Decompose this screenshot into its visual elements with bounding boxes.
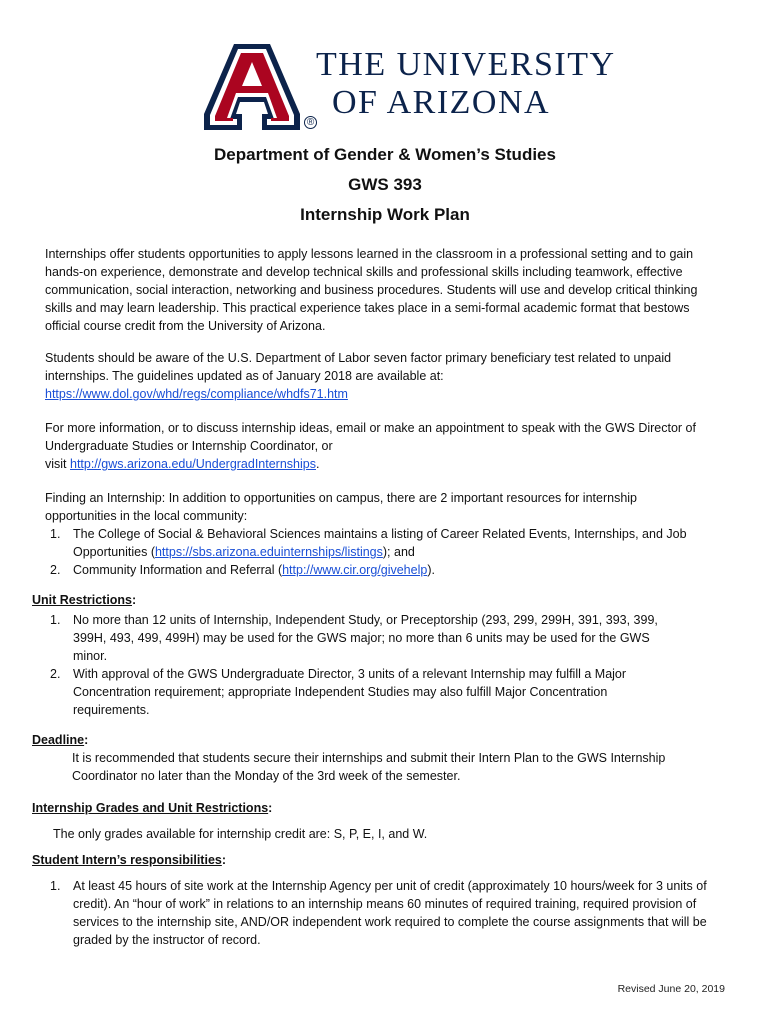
sbs-listings-link[interactable]: https://sbs.arizona.eduinternships/listings	[154, 545, 383, 559]
cir-givehelp-link[interactable]: http://www.cir.org/givehelp	[282, 563, 428, 577]
finding-paragraph	[45, 489, 705, 579]
responsibilities-list	[45, 877, 735, 949]
block-a-logo-icon	[204, 44, 300, 130]
finding-list	[45, 525, 705, 579]
list-number: 2.	[50, 563, 61, 577]
logo-text-line2: OF ARIZONA	[332, 84, 551, 121]
list-text: ); and	[382, 545, 415, 559]
document-title: Internship Work Plan	[300, 205, 470, 224]
list-item	[45, 877, 735, 949]
list-item	[45, 525, 705, 561]
course-heading: GWS 393	[348, 175, 422, 194]
list-text: ).	[427, 563, 435, 577]
list-number: 1.	[50, 879, 61, 893]
info-paragraph	[45, 419, 705, 473]
list-text: Community Information and Referral (	[73, 563, 283, 577]
list-text: No more than 12 units of Internship, Independent Study, or Preceptorship (293, 299, 299H, 391, 393, 399, 399H, 493, 499, 499H) may be used for the GWS major; no more than 6 units may be used for the GWS minor.	[73, 613, 658, 663]
dol-paragraph	[45, 349, 705, 403]
visit-prefix: visit	[45, 457, 70, 471]
section-title: Internship Grades and Unit Restrictions	[32, 801, 269, 815]
university-logo	[204, 44, 614, 134]
info-suffix: .	[315, 457, 320, 471]
deadline-heading	[32, 733, 88, 747]
finding-text: Finding an Internship: In addition to opportunities on campus, there are 2 important resources for internship opportunities in the local community:	[45, 491, 638, 523]
logo-text-line1: THE UNIVERSITY	[316, 46, 616, 83]
gws-internships-link[interactable]: http://gws.arizona.edu/UndergradInternships	[70, 457, 316, 471]
section-title: Deadline	[32, 733, 85, 747]
list-number: 1.	[50, 527, 61, 541]
dol-link[interactable]: https://www.dol.gov/whd/regs/compliance/whdfs71.htm	[45, 387, 348, 401]
list-item	[45, 561, 705, 579]
colon: :	[132, 593, 137, 607]
info-text: For more information, or to discuss internship ideas, email or make an appointment to speak with the GWS Director of Undergraduate Studies or Internship Coordinator, or	[45, 421, 696, 453]
list-item	[45, 611, 685, 665]
section-title: Unit Restrictions	[32, 593, 133, 607]
deadline-text: It is recommended that students secure their internships and submit their Intern Plan to the GWS Internship Coordinator no later than the Monday of the 3rd week of the semester.	[72, 751, 666, 783]
grades-text: The only grades available for internship credit are: S, P, E, I, and W.	[53, 827, 428, 841]
intro-paragraph: Internships offer students opportunities to apply lessons learned in the classroom in a professional setting and to gain hands-on experience, demonstrate and develop technical skills and professional skills including teamwork, effective communication, social interaction, networking and business procedures. Students will use and develop critical thinking skills and may learn leadership. This practical experience takes place in a semi-formal academic format that bestows official course credit from the University of Arizona.	[45, 247, 698, 333]
revised-date: Revised June 20, 2019	[617, 983, 725, 995]
colon: :	[221, 853, 227, 867]
list-item	[45, 665, 685, 719]
unit-restrictions-heading	[32, 593, 136, 607]
unit-restrictions-list	[45, 611, 685, 719]
list-text: At least 45 hours of site work at the Internship Agency per unit of credit (approximately 10 hours/week for 3 units of credit). An “hour of work” in relations to an internship means 60 minutes of required training, required provision of services to the internship site, AND/OR independent work required to complete the course assignments that will be graded by the instructor of record.	[73, 879, 707, 947]
colon: :	[84, 733, 89, 747]
section-title: Student Intern’s responsibilities	[32, 853, 222, 867]
grades-heading	[32, 801, 272, 815]
list-number: 1.	[50, 613, 61, 627]
list-number: 2.	[50, 667, 61, 681]
department-heading: Department of Gender & Women’s Studies	[214, 145, 556, 164]
registered-mark: ®	[304, 116, 317, 129]
colon: :	[268, 801, 273, 815]
responsibilities-heading	[32, 853, 226, 867]
list-text: With approval of the GWS Undergraduate Director, 3 units of a relevant Internship may fulfill a Major Concentration requirement; appropriate Independent Studies may also fulfill Major Concentration requirements.	[73, 667, 627, 717]
dol-text: Students should be aware of the U.S. Department of Labor seven factor primary beneficiary test related to unpaid internships. The guidelines updated as of January 2018 are available at:	[45, 351, 672, 383]
list-text: The College of Social & Behavioral Sciences maintains a listing of Career Related Events, Internships, and Job Opportunities (	[73, 527, 687, 559]
